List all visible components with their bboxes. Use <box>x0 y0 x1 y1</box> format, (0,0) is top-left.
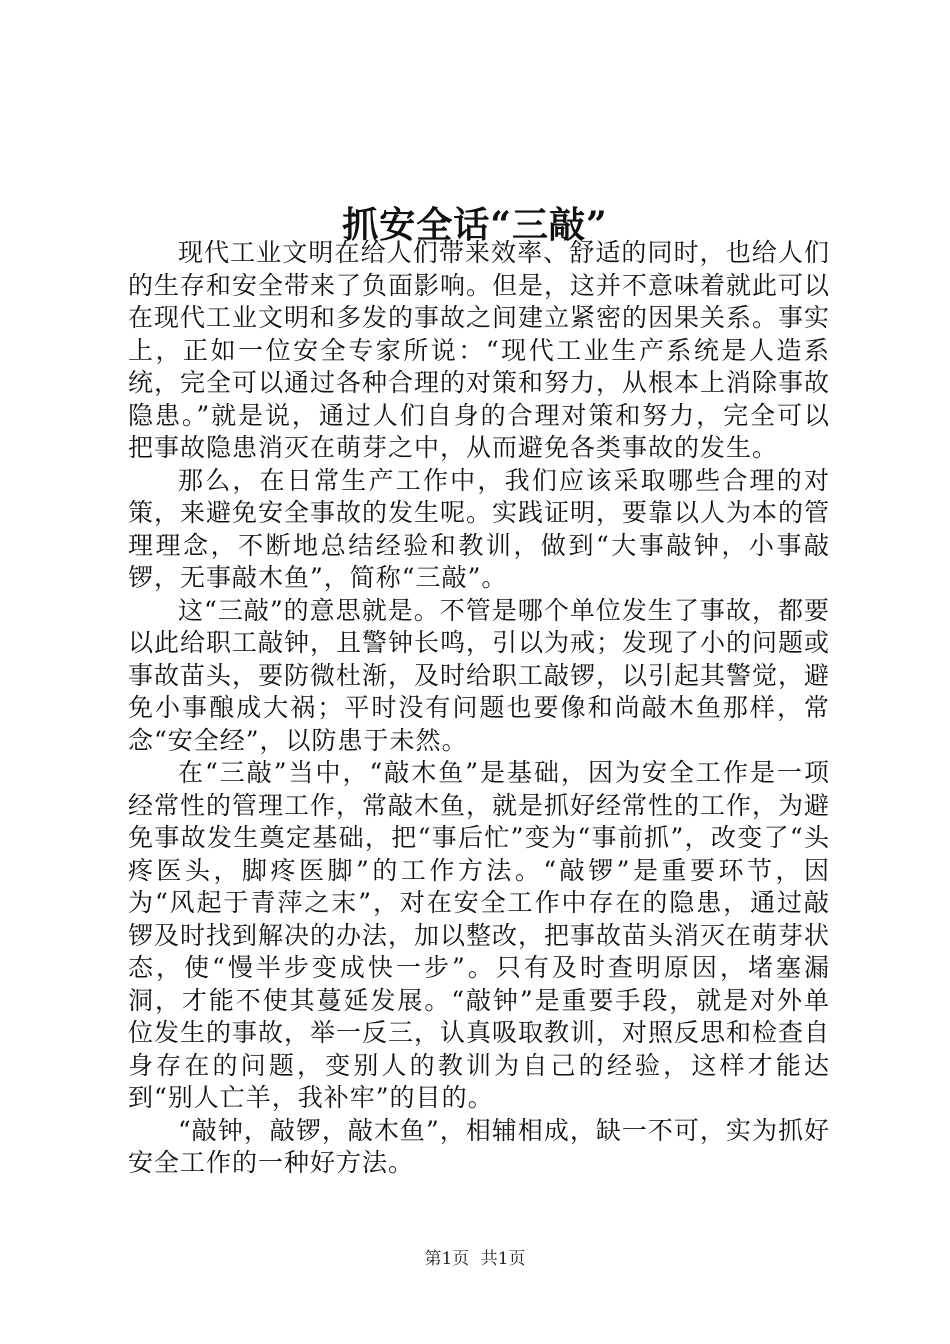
document-body <box>128 237 830 1180</box>
paragraph: 现代工业文明在给人们带来效率、舒适的同时，也给人们的生存和安全带来了负面影响。但是，这并不意味着就此可以在现代工业文明和多发的事故之间建立紧密的因果关系。事实上，正如一位安全专家所说：“现代工业生产系统是人造系统，完全可以通过各种合理的对策和努力，从根本上消除事故隐患。”就是说，通过人们自身的合理对策和努力，完全可以把事故隐患消灭在萌芽之中，从而避免各类事故的发生。 <box>128 238 831 462</box>
paragraph: 那么，在日常生产工作中，我们应该采取哪些合理的对策，来避免安全事故的发生呢。实践证明，要靠以人为本的管理理念，不断地总结经验和教训，做到“大事敲钟，小事敲锣，无事敲木鱼”，简称“三敲”。 <box>128 465 831 592</box>
paragraph: 这“三敲”的意思就是。不管是哪个单位发生了事故，都要以此给职工敲钟，且警钟长鸣，引以为戒；发现了小的问题或事故苗头，要防微杜渐，及时给职工敲锣，以引起其警觉，避免小事酿成大祸；平时没有问题也要像和尚敲木鱼那样，常念“安全经”，以防患于未然。 <box>128 595 831 755</box>
page-number-footer: 第1页 共1页 <box>424 1249 526 1269</box>
paragraph: “敲钟，敲锣，敲木鱼”，相辅相成，缺一不可，实为抓好安全工作的一种好方法。 <box>128 1115 830 1177</box>
paragraph: 在“三敲”当中，“敲木鱼”是基础，因为安全工作是一项经常性的管理工作，常敲木鱼，就是抓好经常性的工作，为避免事故发生奠定基础，把“事后忙”变为“事前抓”，改变了“头疼医头，脚疼医脚”的工作方法。“敲锣”是重要环节，因为“风起于青萍之末”，对在安全工作中存在的隐患，通过敲锣及时找到解决的办法，加以整改，把事故苗头消灭在萌芽状态，使“慢半步变成快一步”。只有及时查明原因，堵塞漏洞，才能不使其蔓延发展。“敲钟”是重要手段，就是对外单位发生的事故，举一反三，认真吸取教训，对照反思和检查自身存在的问题，变别人的教训为自己的经验，这样才能达到“别人亡羊，我补牢”的目的。 <box>128 758 831 1112</box>
document-title: 抓安全话“三敲” <box>342 204 608 247</box>
